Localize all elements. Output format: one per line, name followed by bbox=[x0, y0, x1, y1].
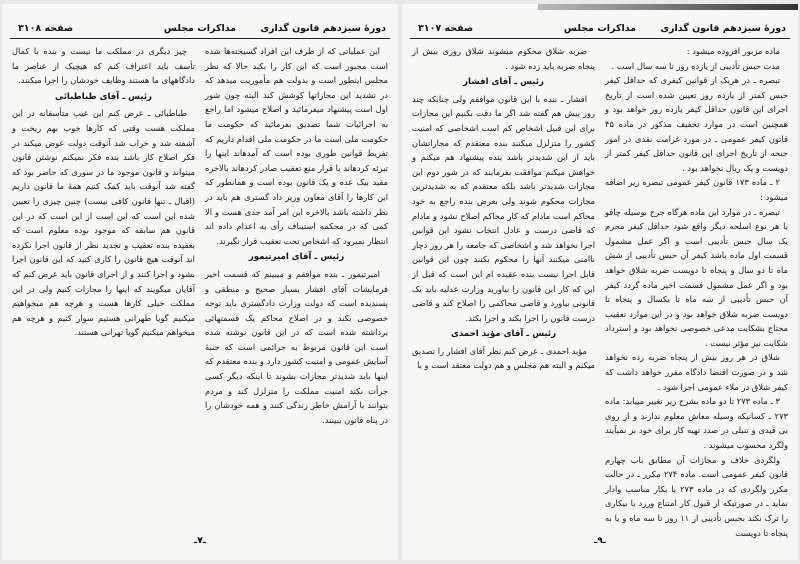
page-footer-number: ـ۷ـ bbox=[194, 536, 206, 546]
paragraph: ماده مزبور افزوده میشود : bbox=[686, 46, 780, 56]
speaker-heading: رئیس ـ آقای امیرتیمور bbox=[248, 252, 345, 263]
right-page bbox=[402, 4, 798, 560]
proceedings-title: مذاکرات مجلس bbox=[163, 23, 237, 34]
page-number: صفحه ۳۱۰۷ bbox=[418, 23, 474, 34]
scan-edge-shadow bbox=[538, 4, 798, 10]
text-column-right bbox=[205, 44, 388, 522]
paragraph: طباطبائی ـ عرض کنم این عیب متأسفانه در این مملکت هست وقتی که کارها خوب بهم ریخت و آشفته شد و خراب شد آنوقت دولت عوض میکند در فکر اصلاح کار باشد بنده فکر نمیکنم نوشتن قانون میتواند و قانون موجود ما در سوری که حاضر بود که گفته شد آنوقت باید کمک کنیم همهٔ ما قانون داریم (اقبال ـ تنها قانون کافی نیست) چنین چیزی را تعیین شده این است که این است از این است که در این قانون هم سابقه که موجود بوده معلوم است که بعقیده بنده تعقیب و تجدید نظر از قانون اجرا نکرده اند آنوقت هیچ قانون را کاری کنید که این قانون اجرا بشود و اجرا کنند و از اجرای قانون باید عرض کنم که آقایان میگویند که اینها را مجازات کنیم ولی در این مملکت خیلی کارها هست و هرچه هم میخواهیم میکنیم گویا طهرانی هستیم سوار کنیم و هرچه هم میخواهم میکنیم گویا تهرانی هستند. bbox=[12, 108, 195, 338]
paragraph: این عملیاتی که از طرف این افراد گسیخته‌ها شده است مجبور است که این کار را بکند حالا که نظر مجلس اینطور است و بدولت هم مأموریت میدهد که در تشدید این مجازاتها کوشش کند البته چون شور اول است پیشنهاد میفرمائید و اصلاح میشود اما راجع به اجرائیات شما تصدیق بفرمائید که حکومت ما حکومت ملی است ما در حکومت ملی اقدام داریم که تفریط قوانین طوری بوده است که آمدهاند اینها را تبرئه کردهاند یا قرار منع تعقیب صادر کردهاند بالاخره مقید بیک عده و یک قانون بوده است و همانطور که این کارها را آقای معاون وزیر داد گستری هم باید در نظر داشته باشد بالاخره این امر آمد جدی هست و الا کمی که در محکمه استیناف رأی به اعدام داده اند انتظار نمیرود که اشخاص تحت تعقیب قرار نگیرند. bbox=[205, 46, 388, 246]
speaker-heading: رئیس ـ آقای افشار bbox=[463, 77, 544, 88]
paragraph: مؤید احمدی ـ عرض کنم نظر آقای افشار را تصدیق میکنم و البته هم مجلس و هم دولت معتقد است و با bbox=[412, 345, 595, 371]
paragraph: ضربه شلاق محکوم میشوند شلاق روزی بیش از پنجاه ضربه باید زده شود . bbox=[412, 46, 595, 71]
paragraph: افشار ـ بنده با این قانون موافقم ولی چنانکه چند روز پیش هم گفته شد اگر ما دقت بکنیم این مجازات برای این قبیل اشخاص کم است اشخاصی که امنیت کشور را متزلزل میکنند بنده معتقدم که مجازاتشان باید از این شدیدتر باشد بنده پیشنهاد هم میکنم و خواهش میکنم موافقت بفرمایند که در شور دوم این مجازات شدیدتر باشد بلکه معتقدم که به شدیدترین مجازات محکوم شوند ولی بعرض بنده راجع به خود محاکم است مادام که کار محاکم اصلاح نشود و مادام که قاضی درست و عادل انتخاب نشود این قوانین اجرا نخواهد شد و اشخاصی که جامعه را هر روز دچار ناامنی میکنند آنها را محکوم بکنند چون این قوانین قابل اجرا نیست بنده عقیده ام این است که قبل از این که کار این قانون را بیاورید وزارت عدلیه باید یک قانونی بیاورد و قاضی محاکمی را اصلاح کند و قاضی درست قانون را اجرا بکند و اجرا بکند. bbox=[412, 93, 595, 323]
paragraph: ۲ ـ ماده ۱۷۳ قانون کیفر عمومی تبصره زیر اضافه میشود : bbox=[605, 177, 788, 202]
speaker-heading: رئیس ـ آقای طباطبائی bbox=[55, 91, 152, 102]
session-title: دورهٔ سیزدهم قانون گذاری bbox=[660, 23, 786, 34]
paragraph: تبصره ـ در موارد این ماده هرگاه جرح بوسیله چاقو یا هر نوع اسلحه دیگر واقع شود حداقل کیفر مجرم یک سال حبس تأدیبی است و اگر عمل مشمول قسمت اول ماده باشد کیفر آن حبس تأدیبی از شش ماه تا دو سال و پنجاه تا دویست ضربه شلاق خواهد بود و اگر عمل مشمول قسمت اخیر ماده گردد کیفر آن حبس تأدیبی از سه ماه تا یکسال و پنجاه تا دویست ضربه شلاق خواهد بود و در این موارد تعقیب محتاج بشکایت مدعی خصوصی نخواهد بود و استرداد شکایت نیز مؤثر نیست . bbox=[605, 206, 788, 348]
page-header bbox=[10, 22, 390, 39]
page-footer-number: ـ۹ـ bbox=[594, 536, 606, 546]
speaker-heading: رئیس ـ آقای مؤید احمدی bbox=[450, 329, 557, 340]
page-number: صفحه ۳۱۰۸ bbox=[18, 23, 74, 34]
paragraph: ۳ ـ ماده ۲۷۳ تا دو ماده بشرح زیر تغییر مییابد: ماده ۲۷۳ ـ کسانیکه وسیله معاش معلوم ندارند و از روی بی قیدی و تنبلی در صدد تهیه کار برای خود بر نمیآیند ولگرد محسوب میشوند . bbox=[605, 396, 788, 451]
paragraph: ولگردی خلاف و مجازات آن مطابق باب چهارم قانون کیفر عمومی است. ماده ۲۷۴ مکرر ـ در حالت مکرر ولگردی که در ماده ۲۷۳ یا بکار مناسب وادار نماید ـ در صورتیکه از قبول کار امتناع ورزد یا بیکاری را ترک نکند بحبس تأدیبی از ۱۱ روز تا سه ماه و یا به پنجاه تا دویست bbox=[605, 454, 789, 538]
text-column-left bbox=[412, 44, 595, 522]
paragraph: مدت حبس تأدیبی از یازده روز تا سه سال است . bbox=[611, 60, 780, 71]
text-column-left bbox=[12, 44, 195, 522]
left-page bbox=[2, 4, 398, 560]
paragraph: شلاق در هر روز بیش از پنجاه ضربه زده نخواهد شد و در صورت اقتضا دادگاه مقرر خواهد داشت که کیفر شلاق در ملاء عمومی اجرا شود . bbox=[605, 352, 788, 392]
page-header bbox=[410, 22, 790, 39]
paragraph: تبصره ـ در هریک از قوانین کیفری که حداقل کیفر حبس کمتر از یازده روز تعیین شده است از تاریخ اجرای این قانون حداقل کیفر یازده روز خواهد بود و همچنین است در موارد تخفیف مذکور در ماده ۴۵ قانون کیفر عمومی ـ در مورد غرامت نقدی در امور جنحه از تاریخ اجرای این قانون حداقل کیفر کمتر از دویست و یک ریال نخواهد بود . bbox=[605, 75, 788, 173]
paragraph: امیرتیمور ـ بنده موافقم و میبینم که قسمت اخیر فرمایشات آقای افشار بسیار صحیح و منطقی و پسندیده است که دولت وزارت دادگستری باید توجه خصوصی بکند و در اصلاح محاکم یک قسمتهائی برداشته شده است که در این قانون نوشته شده است این قانون مربوط به جرائمی است که جنبهٔ آسایش عمومی و امنیت کشور دارد و بنده معتقدم که اینها باید شدیدتر مجازات بشوند تا اینکه دیگر کسی جرأت نکند امنیت مملکت را متزلزل کند و مردم بتوانند با آرامش خاطر زندگی کنند و همه خودشان را در پناه قانون ببینند. bbox=[205, 268, 388, 425]
session-title: دورهٔ سیزدهم قانون گذاری bbox=[260, 23, 386, 34]
proceedings-title: مذاکرات مجلس bbox=[563, 23, 637, 34]
text-column-right bbox=[605, 44, 789, 538]
paragraph: چیز دیگری در مملکت ما نیست و بنده با کمال تأسف باید اعتراف کنم که هیچیک از عناصر ما دادگاههای ما هستند وظایف خودشان را اجرا میکنند. bbox=[12, 46, 195, 86]
